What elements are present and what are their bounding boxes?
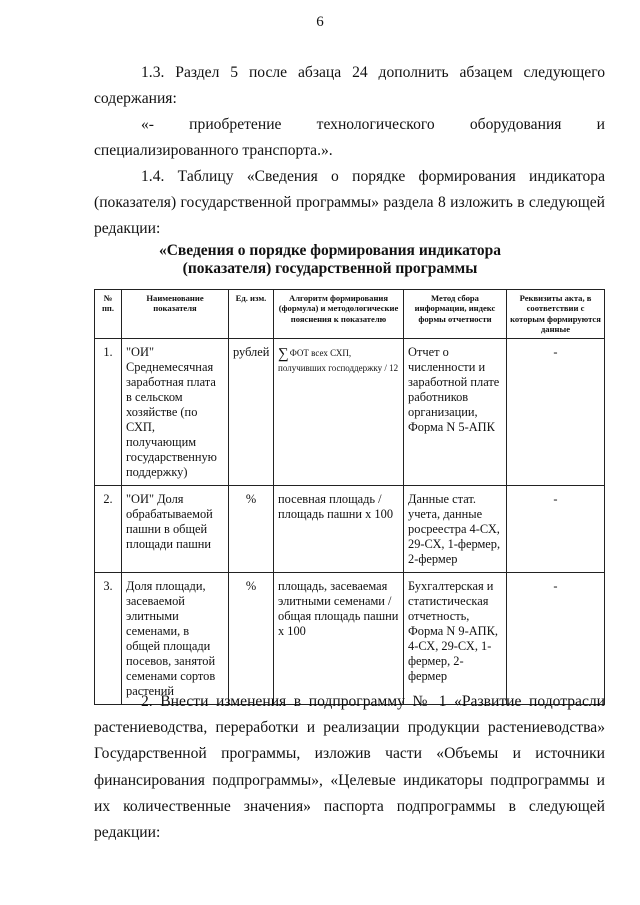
sigma-symbol: ∑ <box>278 345 289 362</box>
table-title <box>70 242 590 278</box>
page-number: 6 <box>316 14 324 30</box>
paragraph-2: 2. Внести изменения в подпрограмму № 1 «Развитие подотрасли растениеводства, переработки и реализации продукции растениеводства» Государственной программы, изложив части «Объемы и источники финансирования подпрограммы», «Целевые индикаторы подпрограммы и их количественные значения» паспорта подпрограммы в следующей редакции: <box>94 693 605 842</box>
row-algorithm: площадь, засеваемая элитными семенами / общая площадь пашни х 100 <box>274 572 404 704</box>
paragraph-1-4: 1.4. Таблицу «Сведения о порядке формирования индикатора (показателя) государственной программы» раздела 8 изложить в следующей редакции: <box>94 168 605 238</box>
row-num: 3. <box>95 572 122 704</box>
paragraph-1-3: 1.3. Раздел 5 после абзаца 24 дополнить абзацем следующего содержания: <box>94 64 605 108</box>
row-requisites <box>507 485 605 572</box>
table-row <box>95 485 605 572</box>
row-requisites <box>507 572 605 704</box>
row-num: 2. <box>95 485 122 572</box>
header-method: Метод сбора информации, индекс формы отчетности <box>404 290 507 339</box>
table-row <box>95 338 605 485</box>
row-num: 1. <box>95 338 122 485</box>
table-title-line-2: (показателя) государственной программы <box>182 260 478 277</box>
header-algorithm: Алгоритм формирования (формула) и методологические пояснения к показателю <box>274 290 404 339</box>
row-unit: рублей <box>229 338 274 485</box>
row-requisites <box>507 338 605 485</box>
row-unit: % <box>229 572 274 704</box>
indicator-table <box>94 289 605 705</box>
requisites-dash: - <box>553 491 558 506</box>
formula <box>278 345 399 373</box>
paragraph-quote: «- приобретение технологического оборудования и специализированного транспорта.». <box>94 116 605 160</box>
row-algorithm: посевная площадь / площадь пашни х 100 <box>274 485 404 572</box>
table-header-row <box>95 290 605 339</box>
table-row <box>95 572 605 704</box>
header-requisites: Реквизиты акта, в соответствии с которым формируются данные <box>507 290 605 339</box>
row-method: Отчет о численности и заработной плате работников организации, Форма N 5-АПК <box>404 338 507 485</box>
row-method: Данные стат. учета, данные росреестра 4-СХ, 29-СХ, 1-фермер, 2-фермер <box>404 485 507 572</box>
header-unit: Ед. изм. <box>229 290 274 339</box>
row-method: Бухгалтерская и статистическая отчетность, Форма N 9-АПК, 4-СХ, 29-СХ, 1-фермер, 2-фермер <box>404 572 507 704</box>
table-title-line-1: «Сведения о порядке формирования индикатора <box>158 242 502 259</box>
row-indicator-name: "ОИ" Среднемесячная заработная плата в сельском хозяйстве (по СХП, получающим государственную поддержку) <box>122 338 229 485</box>
row-algorithm <box>274 338 404 485</box>
header-num: № пп. <box>95 290 122 339</box>
row-indicator-name: "ОИ" Доля обрабатываемой пашни в общей площади пашни <box>122 485 229 572</box>
formula-text: ФОТ всех СХП, получивших господдержку / 12 <box>278 347 399 373</box>
requisites-dash: - <box>553 344 558 359</box>
row-indicator-name: Доля площади, засеваемой элитными семенами, в общей площади посевов, занятой семенами сортов растений <box>122 572 229 704</box>
header-name: Наименование показателя <box>122 290 229 339</box>
row-unit: % <box>229 485 274 572</box>
requisites-dash: - <box>553 578 558 593</box>
